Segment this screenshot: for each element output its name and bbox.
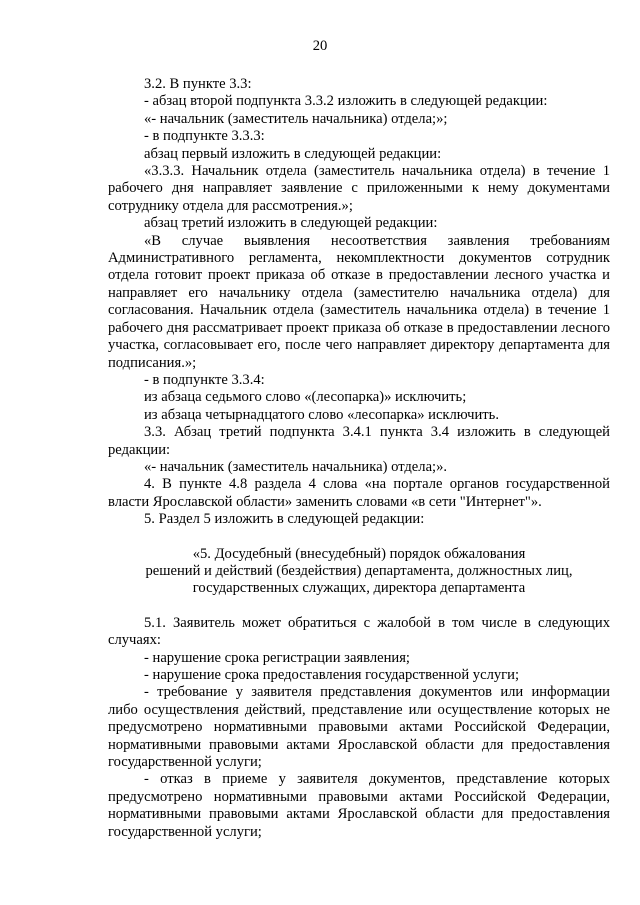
paragraph: «3.3.3. Начальник отдела (заместитель начальника отдела) в течение 1 рабочего дня направляет заявление с приложенными к нему документами сотруднику отдела для рассмотрения.»; — [108, 163, 610, 214]
paragraph: - отказ в приеме у заявителя документов, представление которых предусмотрено нормативными правовыми актами Российской Федерации, нормативными правовыми актами Ярославской области для предоставления государственной услуги; — [108, 771, 610, 840]
paragraph: 4. В пункте 4.8 раздела 4 слова «на портале органов государственной власти Ярославской области» заменить словами «в сети "Интернет"». — [108, 476, 610, 510]
paragraph: 3.2. В пункте 3.3: — [144, 76, 252, 92]
paragraph: 3.3. Абзац третий подпункта 3.4.1 пункта 3.4 изложить в следующей редакции: — [108, 424, 610, 458]
section-heading-line: решений и действий (бездействия) департамента, должностных лиц, — [145, 562, 573, 579]
document-body — [108, 76, 610, 841]
paragraph: - нарушение срока предоставления государственной услуги; — [144, 667, 520, 683]
paragraph: - требование у заявителя представления документов или информации либо осуществления действий, представление или осуществление которых не предусмотрено нормативными правовыми актами Российской Федерации, нормативными правовыми актами Ярославской области для предоставления государственной услуги; — [108, 684, 610, 771]
paragraph: из абзаца седьмого слово «(лесопарка)» исключить; — [144, 389, 467, 406]
section-heading-line: «5. Досудебный (внесудебный) порядок обжалования — [192, 545, 526, 562]
paragraph: абзац третий изложить в следующей редакции: — [144, 215, 438, 232]
paragraph: «В случае выявления несоответствия заявления требованиям Административного регламента, некомплектности документов сотрудник отдела готовит проект приказа об отказе в предоставлении лесного участка и направляет его начальнику отдела (заместителю начальника отдела) для согласования. Начальник отдела (заместитель начальника отдела) в течение 1 рабочего дня рассматривает проект приказа об отказе в предоставлении лесного участка, согласовывает его, после чего направляет директору департамента для подписания.»; — [108, 232, 610, 371]
paragraph: «- начальник (заместитель начальника) отдела;»; — [144, 110, 448, 127]
section-heading-line: государственных служащих, директора департамента — [192, 580, 526, 597]
paragraph: - абзац второй подпункта 3.3.2 изложить в следующей редакции: — [144, 93, 548, 110]
paragraph: - в подпункте 3.3.3: — [144, 128, 265, 145]
paragraph: 5. Раздел 5 изложить в следующей редакции: — [144, 511, 425, 528]
paragraph: - нарушение срока регистрации заявления; — [144, 649, 410, 666]
page-number: 20 — [312, 38, 328, 54]
spacer — [108, 598, 610, 615]
paragraph: - в подпункте 3.3.4: — [144, 371, 265, 388]
paragraph: из абзаца четырнадцатого слово «лесопарка» исключить. — [144, 406, 499, 423]
spacer — [108, 529, 610, 546]
paragraph: абзац первый изложить в следующей редакции: — [144, 145, 442, 162]
paragraph: 5.1. Заявитель может обратиться с жалобой в том числе в следующих случаях: — [108, 614, 610, 649]
paragraph: «- начальник (заместитель начальника) отдела;». — [144, 458, 448, 475]
